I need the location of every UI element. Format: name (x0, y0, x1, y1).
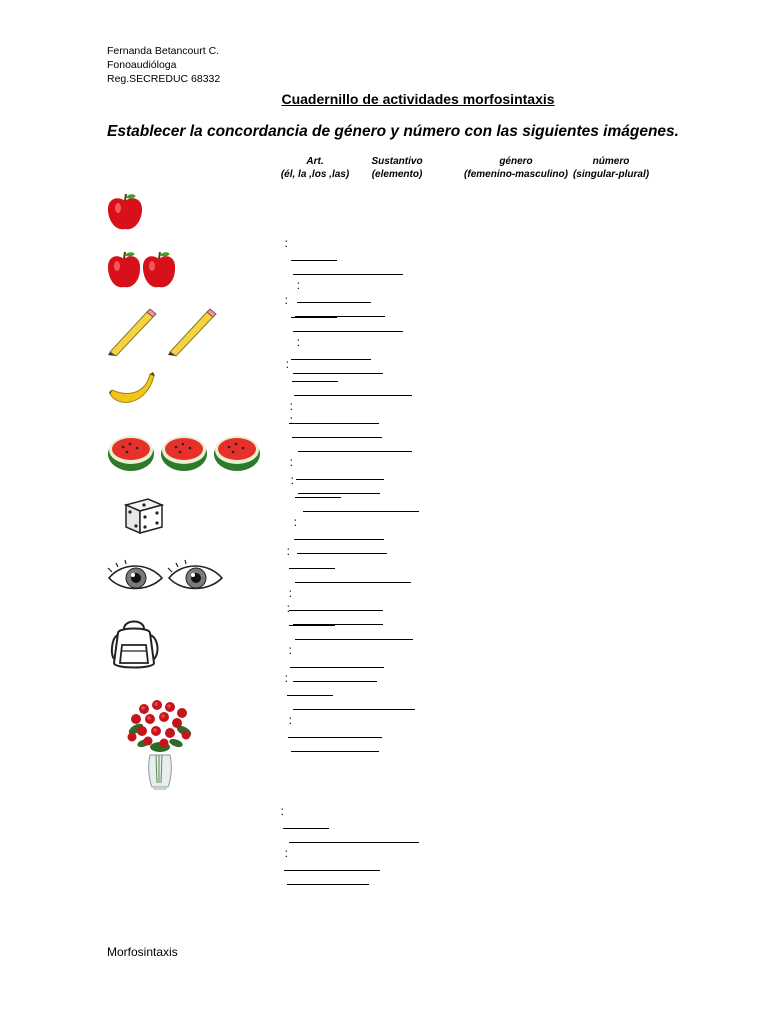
row-colon: : (288, 586, 293, 600)
column-header-noun (357, 155, 437, 181)
answer-row-8 (278, 657, 415, 755)
column-header-article (275, 155, 355, 181)
article-blank[interactable] (294, 427, 340, 438)
row-colon: : (290, 473, 295, 487)
author-block (107, 44, 220, 86)
row-colon: : (293, 515, 298, 529)
column-label: Sustantivo (371, 156, 423, 167)
row-colon: : (285, 357, 290, 371)
row-colon: : (286, 544, 291, 558)
watermelon-icon (108, 430, 264, 472)
article-blank[interactable] (289, 615, 335, 626)
number-blank[interactable] (287, 874, 369, 885)
apple-icon (107, 193, 143, 233)
backpack-icon (110, 617, 162, 671)
eye-icon (108, 560, 226, 596)
column-header-gender (457, 155, 575, 181)
article-blank[interactable] (287, 685, 333, 696)
column-label: género (499, 156, 533, 167)
article-blank[interactable] (291, 307, 337, 318)
row-colon: : (284, 293, 289, 307)
answer-row-9 (274, 790, 419, 888)
article-blank[interactable] (292, 371, 338, 382)
column-sublabel: (elemento) (371, 169, 423, 180)
row-colon: : (288, 713, 293, 727)
column-label: Art. (306, 156, 324, 167)
row-colon: : (284, 236, 289, 250)
row-colon: : (289, 413, 294, 427)
column-header-number (562, 155, 660, 181)
noun-blank[interactable] (303, 501, 419, 512)
noun-blank[interactable] (295, 572, 411, 583)
noun-blank[interactable] (293, 321, 403, 332)
noun-blank[interactable] (293, 699, 415, 710)
row-colon: : (284, 846, 289, 860)
row-colon: : (280, 804, 285, 818)
gender-blank[interactable] (284, 860, 380, 871)
row-colon: : (289, 455, 294, 469)
dice-icon (122, 493, 164, 535)
row-colon: : (284, 671, 289, 685)
row-colon: : (296, 335, 301, 349)
row-colon: : (286, 601, 291, 615)
noun-blank[interactable] (293, 264, 403, 275)
row-colon: : (296, 278, 301, 292)
author-registration: Reg.SECREDUC 68332 (107, 73, 221, 85)
article-blank[interactable] (289, 558, 335, 569)
column-sublabel: (singular-plural) (572, 169, 650, 180)
column-label: número (592, 156, 630, 167)
noun-blank[interactable] (295, 629, 413, 640)
banana-icon (108, 372, 158, 408)
footer-text: Morfosintaxis (107, 945, 178, 959)
article-blank[interactable] (295, 487, 341, 498)
author-name: Fernanda Betancourt C. (107, 45, 220, 57)
author-role: Fonoaudióloga (107, 59, 177, 71)
noun-blank[interactable] (294, 385, 412, 396)
column-sublabel: (femenino-masculino) (464, 169, 568, 180)
roses-vase-icon (124, 697, 196, 792)
instruction-text: Establecer la concordancia de género y número con las siguientes imágenes. (107, 123, 679, 140)
article-blank[interactable] (291, 250, 337, 261)
column-sublabel: (él, la ,los ,las) (280, 169, 350, 180)
apple-icon (107, 251, 177, 291)
row-colon: : (288, 643, 293, 657)
page-title: Cuadernillo de actividades morfosintaxis (281, 91, 555, 107)
gender-blank[interactable] (288, 727, 382, 738)
pencil-icon (107, 306, 217, 356)
row-colon: : (289, 399, 294, 413)
article-blank[interactable] (283, 818, 329, 829)
number-blank[interactable] (291, 741, 379, 752)
noun-blank[interactable] (298, 441, 412, 452)
noun-blank[interactable] (289, 832, 419, 843)
